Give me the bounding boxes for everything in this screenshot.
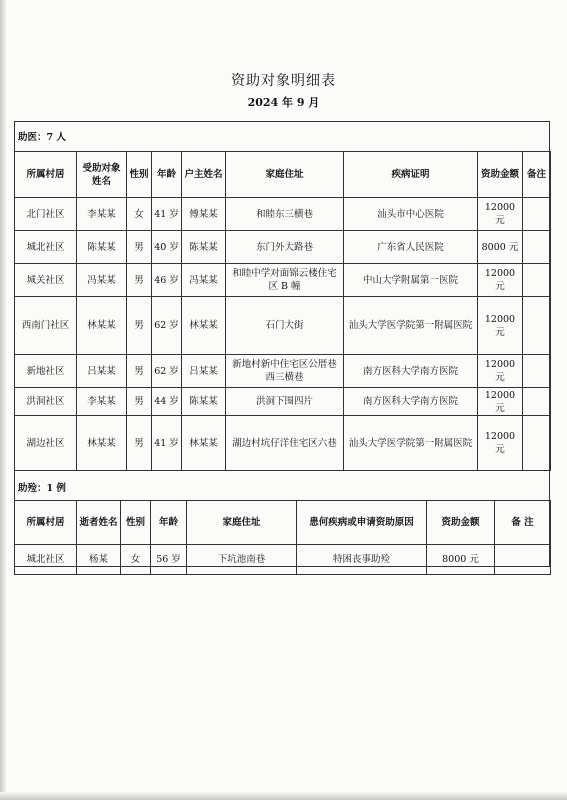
cell-remarks [495,545,551,575]
cell-community: 城北社区 [15,545,77,575]
col-header-reason: 患何疾病或申请资助原因 [297,501,427,545]
cell-deceased: 杨某 [77,545,121,575]
col-header-deceased: 逝者姓名 [77,501,121,545]
funeral-aid-table [14,500,551,575]
cell-gender: 男 [127,231,152,264]
cell-household-head: 冯某某 [182,264,226,297]
cell-recipient: 吕某某 [77,355,127,388]
col-header-community: 所属村居 [15,501,77,545]
cell-amount: 8000 元 [427,545,495,575]
cell-proof: 南方医科大学南方医院 [344,355,478,388]
cell-remarks [523,355,551,388]
cell-recipient: 李某某 [77,388,127,416]
cell-proof: 南方医科大学南方医院 [344,388,478,416]
cell-recipient: 冯某某 [77,264,127,297]
cell-household-head: 傅某某 [182,198,226,231]
funeral-table-header [15,501,551,545]
col-header-proof: 疾病证明 [344,152,478,198]
cell-age: 44 岁 [152,388,182,416]
table-row [15,355,551,388]
cell-address: 和睦中学对面锦云楼住宅区 B 幢 [226,264,344,297]
cell-address: 新地村新中住宅区公厝巷西三横巷 [226,355,344,388]
cell-household-head: 陈某某 [182,231,226,264]
cell-amount: 12000 元 [478,264,523,297]
cell-amount: 8000 元 [478,231,523,264]
cell-community: 洪洞社区 [15,388,77,416]
cell-proof: 广东省人民医院 [344,231,478,264]
table-row [15,264,551,297]
col-header-amount: 资助金额 [427,501,495,545]
cell-community: 新地社区 [15,355,77,388]
cell-address: 下坑池南巷 [187,545,297,575]
medical-table-header [15,152,551,198]
cell-household-head: 林某某 [182,416,226,471]
table-row [15,231,551,264]
table-row [15,198,551,231]
cell-amount: 12000 元 [478,198,523,231]
cell-gender: 男 [127,297,152,355]
scan-edge-left [0,0,6,800]
cell-address: 洪洞下围四片 [226,388,344,416]
cell-gender: 男 [127,355,152,388]
cell-remarks [523,388,551,416]
col-header-gender: 性别 [121,501,151,545]
scan-edge-bottom [0,792,567,800]
cell-remarks [523,231,551,264]
cell-address: 东门外大路巷 [226,231,344,264]
page-title: 资助对象明细表 [231,73,336,89]
cell-amount: 12000 元 [478,297,523,355]
col-header-age: 年龄 [152,152,182,198]
cell-remarks [523,264,551,297]
cell-age: 62 岁 [152,355,182,388]
cell-age: 62 岁 [152,297,182,355]
cell-household-head: 陈某某 [182,388,226,416]
cell-amount: 12000 元 [478,416,523,471]
col-header-age: 年龄 [151,501,187,545]
cell-address: 湖边村坑仔洋住宅区六巷 [226,416,344,471]
cell-remarks [523,416,551,471]
col-header-remarks: 备注 [523,152,551,198]
cell-recipient: 林某某 [77,297,127,355]
cell-recipient: 李某某 [77,198,127,231]
cell-gender: 男 [127,388,152,416]
cell-address: 和睦东三横巷 [226,198,344,231]
table-row [15,297,551,355]
col-header-address: 家庭住址 [187,501,297,545]
cell-proof: 汕头市中心医院 [344,198,478,231]
col-header-address: 家庭住址 [226,152,344,198]
col-header-gender: 性别 [127,152,152,198]
cell-amount: 12000 元 [478,388,523,416]
cell-proof: 汕头大学医学院第一附属医院 [344,416,478,471]
cell-gender: 女 [127,198,152,231]
medical-aid-table [14,151,551,471]
cell-remarks [523,297,551,355]
cell-proof: 中山大学附属第一医院 [344,264,478,297]
cell-community: 北门社区 [15,198,77,231]
cell-age: 41 岁 [152,198,182,231]
cell-amount: 12000 元 [478,355,523,388]
cell-gender: 男 [127,416,152,471]
col-header-household-head: 户主姓名 [182,152,226,198]
page-subtitle: 2024 年 9 月 [247,96,320,109]
funeral-section-heading: 助殓：1 例 [18,483,66,494]
cell-community: 西南门社区 [15,297,77,355]
cell-age: 41 岁 [152,416,182,471]
table-row [15,388,551,416]
cell-community: 城北社区 [15,231,77,264]
cell-gender: 女 [121,545,151,575]
cell-age: 46 岁 [152,264,182,297]
cell-household-head: 林某某 [182,297,226,355]
col-header-recipient: 受助对象姓名 [77,152,127,198]
table-row [15,416,551,471]
cell-community: 城关社区 [15,264,77,297]
cell-household-head: 吕某某 [182,355,226,388]
cell-age: 40 岁 [152,231,182,264]
medical-section-heading: 助医：7 人 [18,132,66,143]
cell-address: 石门大街 [226,297,344,355]
cell-recipient: 陈某某 [77,231,127,264]
table-row [15,545,551,575]
cell-reason: 特困丧事助殓 [297,545,427,575]
cell-gender: 男 [127,264,152,297]
cell-remarks [523,198,551,231]
cell-community: 湖边社区 [15,416,77,471]
col-header-remarks: 备 注 [495,501,551,545]
cell-recipient: 林某某 [77,416,127,471]
cell-age: 56 岁 [151,545,187,575]
col-header-community: 所属村居 [15,152,77,198]
col-header-amount: 资助金额 [478,152,523,198]
cell-proof: 汕头大学医学院第一附属医院 [344,297,478,355]
